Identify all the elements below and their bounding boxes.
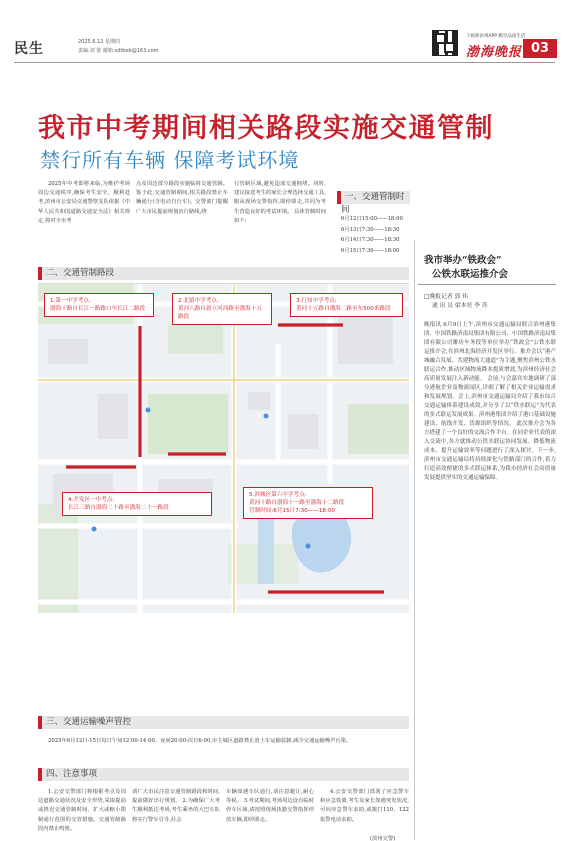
byline-reporter: □晚报记者 郭 伟: [424, 294, 468, 300]
editor-info: 责编:刘 蕾 邮箱:sdtbeb@163.com: [78, 48, 159, 54]
sidebar-divider: [418, 284, 556, 285]
section-heading-noise: 三、交通运输噪声管控: [38, 716, 409, 729]
issue-date: 2025.6.12 星期四: [78, 39, 121, 45]
section-heading-roads: 二、交通管制路段: [38, 267, 409, 280]
sidebar-byline: [424, 293, 488, 311]
sidebar-body: 晚报讯 6月9日上午,滨州市交通运输局联合滨州港集团、中国铁路济南局集团有限公司、中国铁路济南局集团有限公司潍坊车务段等单位举办“铁政会”公铁水联运推介会,在滨州北海经济开发区举行。推介会以“港产城融合发展、共建物流大通道”为主题,聚焦滨州公铁水联运合作,推动区域物流降本提质增效,为滨州经济社会高质量发展注入新动能。 会前,与会嘉宾实地调研了部分港航企业及物流园区,详细了解了相关企业运输需求和发展规划。会上,滨州市交通运输局介绍了我市综合交通运输体系建设成效,并分享了以“铁水联运”为代表的多式联运发展成果。滨州港集团介绍了港口基础设施建设、航线开发、货源组织等情况。 此次推介会为各方搭建了一个良好的交流合作平台。在同企业代表的深入交流中,各方就推动公铁水联运协同发展、降低物流成本、提升运输效率等问题进行了深入探讨。下一步,滨州市交通运输局将持续深化与铁路部门的合作,着力打造高效便捷的多式联运体系,为我市经济社会高质量发展提供坚实的交通运输保障。: [424, 322, 557, 481]
section-name: 民生: [14, 41, 44, 57]
headline: 我市中考期间相关路段实施交通管制: [38, 113, 494, 144]
sidebar-title-line2: 公铁水联运推介会: [432, 269, 509, 280]
sidebar-title: 我市举办“铁政会”: [424, 255, 502, 266]
header-divider: [14, 62, 555, 63]
map-graphic: [38, 284, 409, 613]
time-item: 6月13日7:30——18:30: [341, 226, 400, 233]
article-credit: (滨州交警): [370, 836, 396, 841]
map-label-5: 5.滨城区第六中学考点: 黄河十路自渤海十一路至渤海十二路段 管制时间:6月15日7:30——18:00: [243, 487, 373, 519]
map-label-1: 1.第一中学考点: 渤海十路自长江一路路口至长江二路段: [44, 293, 154, 317]
notes-column-2: 请广大市民注意交通管制路段和时间,提前做好出行规划。 2.为确保广大考生顺利抵达考场,考生乘坐的大巴车队将实行警车引导,社会: [132, 789, 220, 823]
map-label-3: 3.行知中学考点: 黄河十五路自渤海二路至东500米路段: [290, 293, 403, 317]
noise-control-text: 2025年6月12日-15日每日午间12:00-14:00、夜间20:00-次日6:00,市主城区道路禁止渣土车运输装卸,减少交通运输噪声污染。: [48, 738, 352, 744]
column-divider: [414, 240, 415, 840]
qr-code-icon: [432, 30, 458, 56]
subheadline: 禁行所有车辆 保障考试环境: [40, 148, 300, 172]
times-list: [341, 214, 403, 256]
app-tagline: 下载新滨州APP 精享品质生活: [466, 34, 526, 39]
map-label-4: 4.开发区一中考点: 长江三路自渤海二十路至渤海二十一路段: [62, 492, 212, 516]
time-item: 6月15日7:30——18:00: [341, 247, 400, 254]
notes-column-3: 车辆如遇车队通行,请注意避让,耐心等候。 3.考试期间,考场周边设有临时停车区域,请按照现场执勤交警指挥停放车辆,即停即走。: [226, 789, 314, 823]
intro-column-3: 行管制区域,避免造成交通拥堵。同时,建议接送考生的家长合理选择交通工具,服从现场交警指挥,即停即走,共同为考生营造良好的考试环境。 具体管制时间如下:: [234, 181, 326, 224]
newspaper-logo: 渤海晚报: [466, 45, 523, 60]
traffic-control-map: [38, 283, 409, 613]
notes-column-4: 4.公安交警部门部署了应急警车和应急铁骑,考生及家长如遇突发状况,可向应急警车求助,或拨打110、122报警电话求助。: [320, 789, 409, 823]
map-label-2: 2.北镇中学考点: 黄河八路自新立河西路至渤海十五路段: [172, 293, 272, 325]
intro-column-1: 2025年中考即将来临,为维护考场周边交通秩序,确保考生安全、顺利赴考,滨州市公安局交通警察支队依据《中华人民共和国道路交通安全法》相关规定,将对全市考: [38, 181, 130, 224]
page-header: [0, 0, 569, 64]
notes-column-1: 1.公安交警部门将根据考点及周边道路交通状况及安全形势,采取提前或推迟交通管制时间、扩大或缩小限制通行范围的交管措施。交通管制路段内禁止鸣笛。: [38, 789, 126, 832]
intro-column-2: 点及周边部分路段实施临时交通管制。 鉴于此,交通管制期间,相关路段禁止车辆通行(含电动自行车)。交警部门提醒广大市民提前规划出行路线,绕: [136, 181, 228, 215]
time-item: 6月14日7:30——18:30: [341, 237, 400, 244]
time-item: 6月12日15:00——18:00: [341, 216, 403, 222]
byline-correspondents: 通 讯 员 梁本奕 李 苏: [432, 303, 488, 309]
page-number: 03: [523, 39, 557, 58]
section-heading-times: 一、交通管制时间: [337, 191, 410, 204]
section-heading-notes: 四、注意事项: [38, 768, 409, 781]
